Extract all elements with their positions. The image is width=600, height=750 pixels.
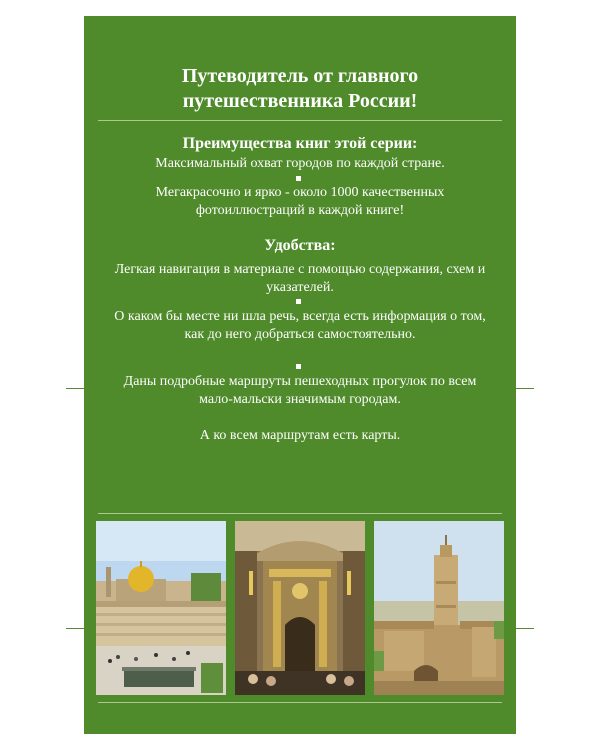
convenience-item-1: Легкая навигация в материале с помощью содержания, схем и указателей. — [114, 262, 486, 295]
cover-title — [84, 64, 516, 114]
crop-mark-right-top — [516, 388, 534, 389]
divider-top — [98, 120, 502, 121]
divider-bottom — [98, 702, 502, 703]
convenience-item-2: О каком бы месте ни шла речь, всегда есть информация о том, как до него добраться самостоятельно. — [114, 309, 486, 342]
divider-middle — [98, 513, 502, 514]
advantage-item-2: Мегакрасочно и ярко - около 1000 качественных фотоиллюстраций в каждой книге! — [155, 185, 445, 218]
bullet-square — [296, 176, 301, 181]
crop-mark-right-bottom — [516, 628, 534, 629]
church-interior-photo — [235, 521, 365, 695]
convenience-item-4: А ко всем маршрутам есть карты. — [199, 428, 401, 443]
cover-title-line-2: путешественника России! — [182, 90, 418, 112]
bullet-square — [296, 299, 301, 304]
crop-mark-left-top — [66, 388, 84, 389]
bullet-square — [296, 364, 301, 369]
convenience-item-3: Даны подробные маршруты пешеходных прогулок по всем мало-мальски значимым городам. — [123, 374, 477, 407]
citadel-tower-photo — [374, 521, 504, 695]
cover-title-line-1: Путеводитель от главного — [181, 65, 419, 87]
advantage-item-1: Максимальный охват городов по каждой стране. — [155, 156, 445, 171]
crop-mark-left-bottom — [66, 628, 84, 629]
back-cover-panel — [84, 16, 516, 734]
western-wall-dome-photo — [96, 521, 226, 695]
advantages-heading: Преимущества книг этой серии: — [182, 135, 418, 152]
convenience-heading: Удобства: — [264, 237, 336, 254]
